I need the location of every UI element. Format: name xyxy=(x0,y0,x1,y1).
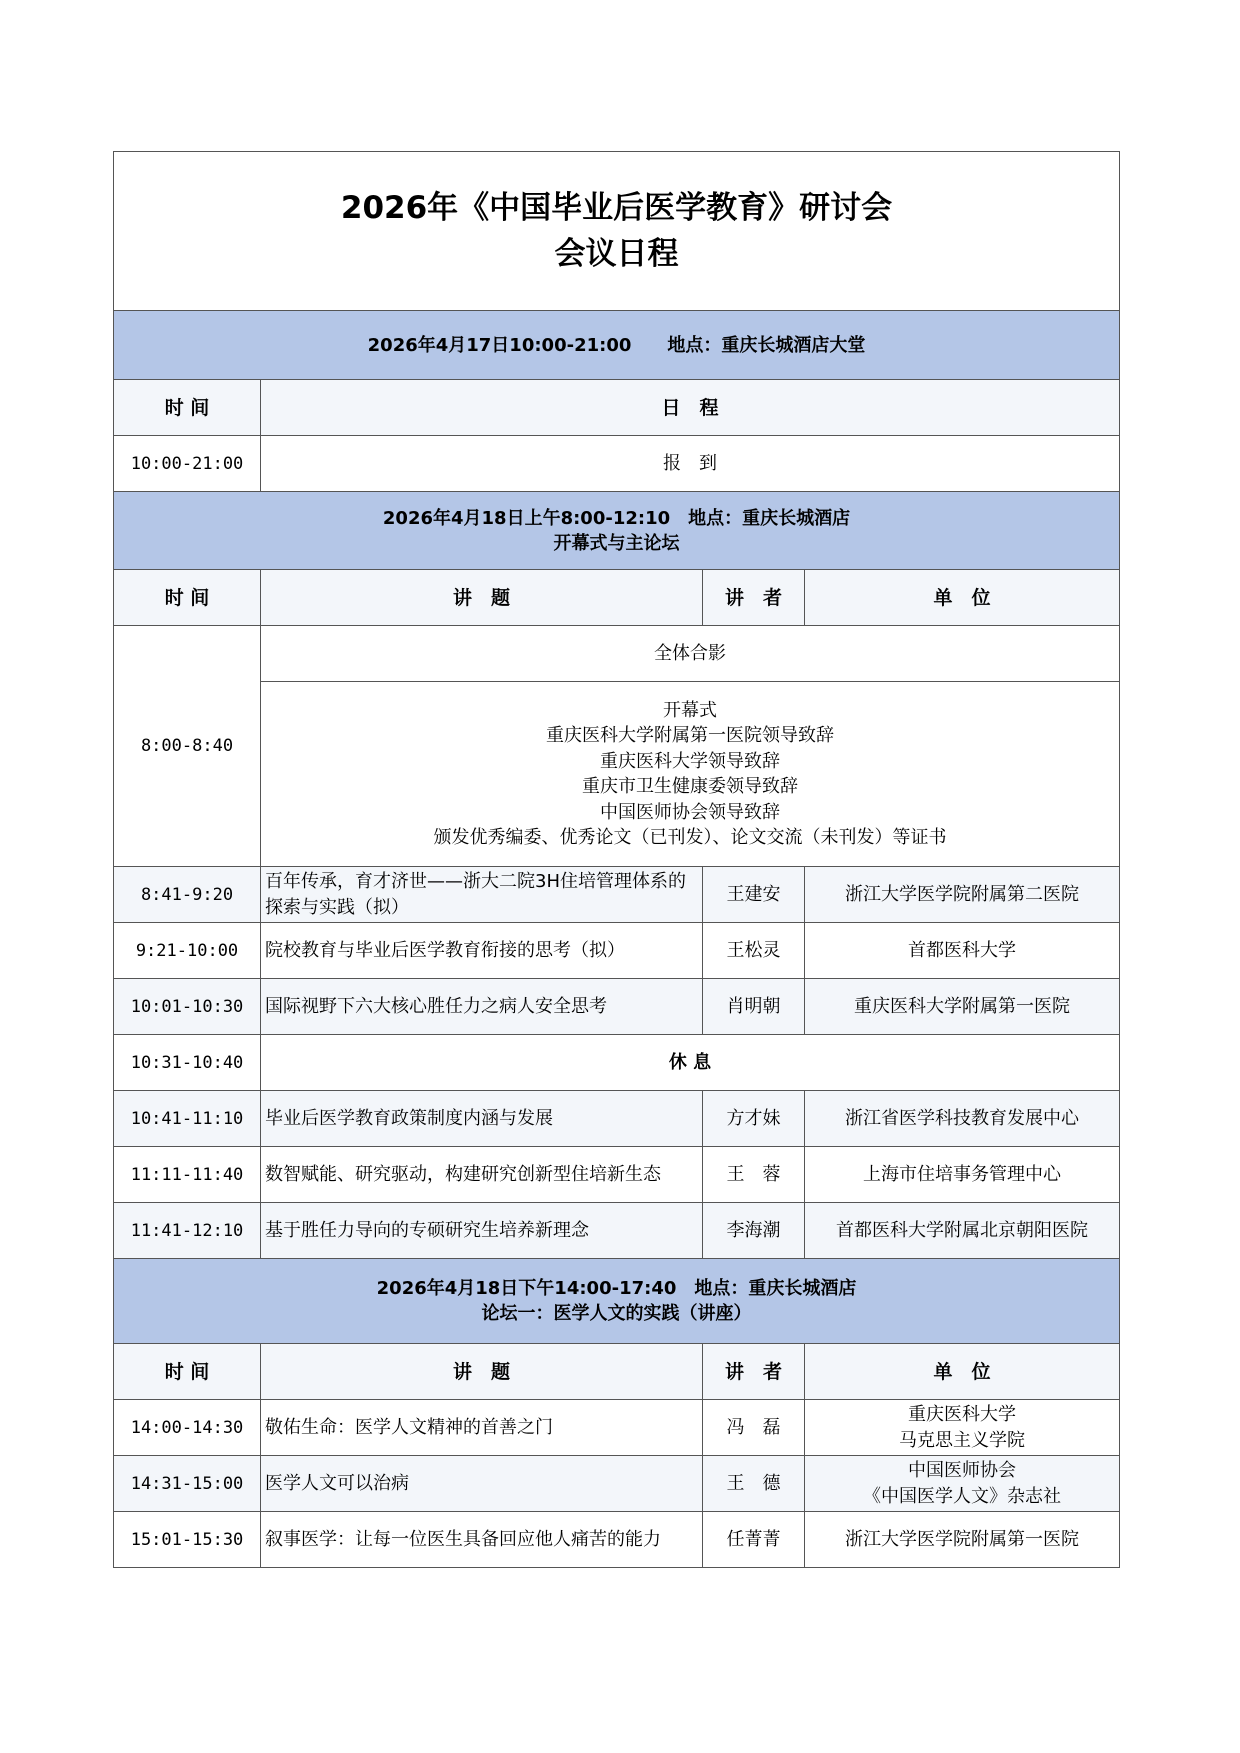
unit-cell: 浙江大学医学院附属第一医院 xyxy=(805,1512,1120,1568)
time-cell: 15:01-15:30 xyxy=(114,1512,261,1568)
speaker-cell: 王建安 xyxy=(703,867,805,923)
unit-cell: 重庆医科大学附属第一医院 xyxy=(805,979,1120,1035)
day2-afternoon-header-row xyxy=(114,1344,1120,1400)
unit-cell: 首都医科大学附属北京朝阳医院 xyxy=(805,1203,1120,1259)
table-row xyxy=(114,1091,1120,1147)
day1-band-row xyxy=(114,311,1120,380)
schedule-document xyxy=(113,151,1119,1568)
topic-cell: 医学人文可以治病 xyxy=(261,1456,703,1512)
break-row xyxy=(114,1035,1120,1091)
day2-morning-band-row xyxy=(114,492,1120,570)
title-line-2: 会议日程 xyxy=(554,236,679,272)
unit-cell: 上海市住培事务管理中心 xyxy=(805,1147,1120,1203)
unit-cell: 首都医科大学 xyxy=(805,923,1120,979)
ceremony-line: 重庆医科大学附属第一医院领导致辞 xyxy=(546,725,835,746)
time-cell: 9:21-10:00 xyxy=(114,923,261,979)
header-agenda: 日 程 xyxy=(261,380,1120,436)
header-time: 时 间 xyxy=(114,570,261,626)
topic-cell: 毕业后医学教育政策制度内涵与发展 xyxy=(261,1091,703,1147)
unit-cell: 中国医师协会 《中国医学人文》杂志社 xyxy=(805,1456,1120,1512)
table-row xyxy=(114,1147,1120,1203)
page-title xyxy=(114,152,1120,311)
band-line-1: 2026年4月18日上午8:00-12:10 地点：重庆长城酒店 xyxy=(382,507,851,529)
time-cell: 8:00-8:40 xyxy=(114,626,261,867)
header-topic: 讲 题 xyxy=(261,570,703,626)
topic-cell: 院校教育与毕业后医学教育衔接的思考（拟） xyxy=(261,923,703,979)
opening-ceremony-cell xyxy=(261,682,1120,867)
speaker-cell: 冯 磊 xyxy=(703,1400,805,1456)
speaker-cell: 王 德 xyxy=(703,1456,805,1512)
table-row xyxy=(114,1456,1120,1512)
speaker-cell: 任菁菁 xyxy=(703,1512,805,1568)
opening-ceremony-row xyxy=(114,682,1120,867)
topic-cell: 敬佑生命：医学人文精神的首善之门 xyxy=(261,1400,703,1456)
title-line-1: 2026年《中国毕业后医学教育》研讨会 xyxy=(340,190,893,226)
title-row xyxy=(114,152,1120,311)
schedule-table xyxy=(113,151,1120,1568)
time-cell: 11:11-11:40 xyxy=(114,1147,261,1203)
speaker-cell: 王松灵 xyxy=(703,923,805,979)
time-cell: 14:31-15:00 xyxy=(114,1456,261,1512)
agenda-cell: 报 到 xyxy=(261,436,1120,492)
opening-photo-row xyxy=(114,626,1120,682)
speaker-cell: 李海潮 xyxy=(703,1203,805,1259)
ceremony-line: 开幕式 xyxy=(663,699,718,721)
table-row xyxy=(114,1203,1120,1259)
day2-morning-header-row xyxy=(114,570,1120,626)
table-row xyxy=(114,923,1120,979)
topic-cell: 数智赋能、研究驱动，构建研究创新型住培新生态 xyxy=(261,1147,703,1203)
ceremony-line: 重庆医科大学领导致辞 xyxy=(600,750,781,772)
topic-cell: 基于胜任力导向的专硕研究生培养新理念 xyxy=(261,1203,703,1259)
group-photo-cell: 全体合影 xyxy=(261,626,1120,682)
header-topic: 讲 题 xyxy=(261,1344,703,1400)
unit-cell: 浙江大学医学院附属第二医院 xyxy=(805,867,1120,923)
ceremony-line: 重庆市卫生健康委领导致辞 xyxy=(582,776,799,797)
header-speaker: 讲 者 xyxy=(703,570,805,626)
table-row xyxy=(114,1512,1120,1568)
table-row xyxy=(114,979,1120,1035)
time-cell: 10:00-21:00 xyxy=(114,436,261,492)
speaker-cell: 肖明朝 xyxy=(703,979,805,1035)
time-cell: 10:01-10:30 xyxy=(114,979,261,1035)
day1-band: 2026年4月17日10:00-21:00 地点：重庆长城酒店大堂 xyxy=(114,311,1120,380)
time-cell: 10:41-11:10 xyxy=(114,1091,261,1147)
day2-afternoon-band-row xyxy=(114,1259,1120,1344)
time-cell: 10:31-10:40 xyxy=(114,1035,261,1091)
speaker-cell: 王 蓉 xyxy=(703,1147,805,1203)
time-cell: 11:41-12:10 xyxy=(114,1203,261,1259)
ceremony-line: 中国医师协会领导致辞 xyxy=(600,801,781,823)
day2-morning-band xyxy=(114,492,1120,570)
unit-cell: 浙江省医学科技教育发展中心 xyxy=(805,1091,1120,1147)
header-speaker: 讲 者 xyxy=(703,1344,805,1400)
header-time: 时 间 xyxy=(114,380,261,436)
band-line-2: 论坛一：医学人文的实践（讲座） xyxy=(481,1303,752,1324)
topic-cell: 百年传承，育才济世——浙大二院3H住培管理体系的探索与实践（拟） xyxy=(261,867,703,923)
header-unit: 单 位 xyxy=(805,570,1120,626)
table-row xyxy=(114,436,1120,492)
day2-afternoon-band xyxy=(114,1259,1120,1344)
unit-cell: 重庆医科大学 马克思主义学院 xyxy=(805,1400,1120,1456)
topic-cell: 国际视野下六大核心胜任力之病人安全思考 xyxy=(261,979,703,1035)
header-unit: 单 位 xyxy=(805,1344,1120,1400)
ceremony-line: 颁发优秀编委、优秀论文（已刊发）、论文交流（未刊发）等证书 xyxy=(433,827,947,848)
time-cell: 8:41-9:20 xyxy=(114,867,261,923)
band-line-2: 开幕式与主论坛 xyxy=(553,532,680,554)
speaker-cell: 方才妹 xyxy=(703,1091,805,1147)
table-row xyxy=(114,1400,1120,1456)
table-row xyxy=(114,867,1120,923)
break-label: 休 息 xyxy=(261,1035,1120,1091)
band-line-1: 2026年4月18日下午14:00-17:40 地点：重庆长城酒店 xyxy=(376,1278,857,1299)
header-time: 时 间 xyxy=(114,1344,261,1400)
time-cell: 14:00-14:30 xyxy=(114,1400,261,1456)
day1-header-row xyxy=(114,380,1120,436)
topic-cell: 叙事医学：让每一位医生具备回应他人痛苦的能力 xyxy=(261,1512,703,1568)
